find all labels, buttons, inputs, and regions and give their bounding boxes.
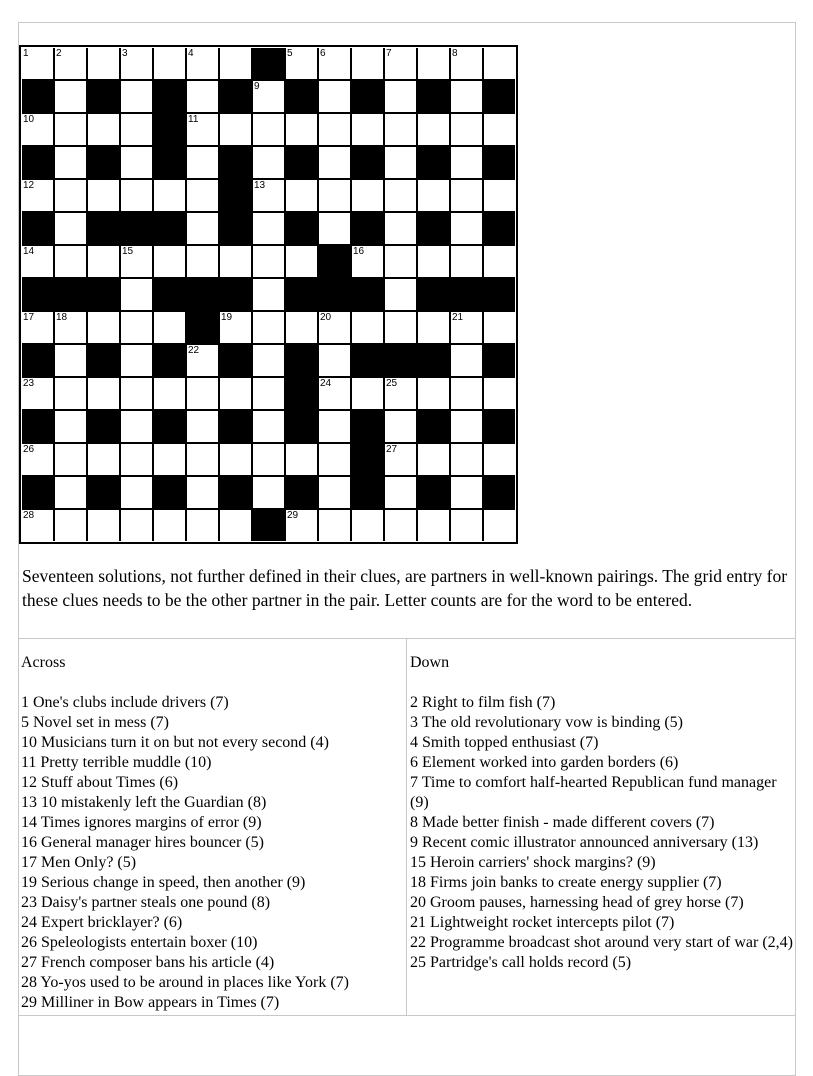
grid-cell-r14c11-black [352, 477, 383, 508]
grid-cell-r10c6-white[interactable] [187, 345, 218, 376]
grid-cell-r2c11-black [352, 81, 383, 112]
across-clue: 1 One's clubs include drivers (7) [21, 694, 229, 711]
down-clue: 2 Right to film fish (7) [410, 694, 556, 711]
grid-cell-r5c1-white[interactable] [22, 180, 53, 211]
grid-cell-r12c3-black [88, 411, 119, 442]
grid-cell-r4c11-black [352, 147, 383, 178]
grid-clue-number-15: 15 [122, 246, 134, 257]
grid-cell-r14c15-black [484, 477, 515, 508]
grid-cell-r4c13-black [418, 147, 449, 178]
grid-cell-r13c5-white[interactable] [154, 444, 185, 475]
grid-cell-r8c7-black [220, 279, 251, 310]
grid-cell-r8c13-black [418, 279, 449, 310]
grid-cell-r11c12-white[interactable] [385, 378, 416, 409]
grid-clue-number-16: 16 [353, 246, 365, 257]
grid-cell-r10c12-black [385, 345, 416, 376]
grid-cell-r5c4-white[interactable] [121, 180, 152, 211]
grid-cell-r13c6-white[interactable] [187, 444, 218, 475]
grid-cell-r1c9-white[interactable] [286, 48, 317, 79]
down-clue: 18 Firms join banks to create energy supplier (7) [410, 874, 722, 891]
grid-clue-number-29: 29 [287, 510, 299, 521]
grid-cell-r3c12-white[interactable] [385, 114, 416, 145]
grid-cell-r2c8-white[interactable] [253, 81, 284, 112]
grid-cell-r14c1-black [22, 477, 53, 508]
grid-cell-r14c12-white[interactable] [385, 477, 416, 508]
grid-clue-number-28: 28 [23, 510, 35, 521]
grid-cell-r12c14-white[interactable] [451, 411, 482, 442]
grid-cell-r6c5-black [154, 213, 185, 244]
grid-cell-r13c1-white[interactable] [22, 444, 53, 475]
grid-cell-r15c1-white[interactable] [22, 510, 53, 541]
grid-cell-r4c7-black [220, 147, 251, 178]
grid-cell-r15c6-white[interactable] [187, 510, 218, 541]
grid-clue-number-1: 1 [23, 48, 29, 59]
grid-cell-r11c3-white[interactable] [88, 378, 119, 409]
grid-cell-r9c12-white[interactable] [385, 312, 416, 343]
across-clues-column [19, 639, 406, 1015]
grid-cell-r11c4-white[interactable] [121, 378, 152, 409]
grid-cell-r11c2-white[interactable] [55, 378, 86, 409]
grid-cell-r8c1-black [22, 279, 53, 310]
grid-cell-r7c8-white[interactable] [253, 246, 284, 277]
bottom-empty-row [19, 1015, 795, 1075]
grid-cell-r10c4-white[interactable] [121, 345, 152, 376]
grid-cell-r11c5-white[interactable] [154, 378, 185, 409]
grid-cell-r15c13-white[interactable] [418, 510, 449, 541]
grid-clue-number-4: 4 [188, 48, 194, 59]
grid-clue-number-7: 7 [386, 48, 392, 59]
grid-cell-r14c4-white[interactable] [121, 477, 152, 508]
grid-cell-r12c6-white[interactable] [187, 411, 218, 442]
grid-cell-r8c10-black [319, 279, 350, 310]
grid-cell-r6c6-white[interactable] [187, 213, 218, 244]
grid-cell-r7c12-white[interactable] [385, 246, 416, 277]
grid-cell-r7c5-white[interactable] [154, 246, 185, 277]
clues-section [19, 638, 795, 1015]
grid-and-preamble-cell [19, 23, 795, 638]
grid-cell-r12c10-white[interactable] [319, 411, 350, 442]
grid-cell-r15c11-white[interactable] [352, 510, 383, 541]
grid-cell-r4c15-black [484, 147, 515, 178]
grid-cell-r15c14-white[interactable] [451, 510, 482, 541]
grid-clue-number-27: 27 [386, 444, 398, 455]
grid-cell-r15c8-black [253, 510, 284, 541]
across-clue: 29 Milliner in Bow appears in Times (7) [21, 994, 280, 1011]
grid-cell-r6c14-white[interactable] [451, 213, 482, 244]
grid-cell-r11c1-white[interactable] [22, 378, 53, 409]
grid-cell-r12c13-black [418, 411, 449, 442]
across-heading: Across [21, 654, 66, 671]
grid-cell-r15c2-white[interactable] [55, 510, 86, 541]
down-clue-list [410, 693, 793, 973]
grid-cell-r4c2-white[interactable] [55, 147, 86, 178]
grid-cell-r11c9-black [286, 378, 317, 409]
grid-cell-r4c8-white[interactable] [253, 147, 284, 178]
across-clue: 26 Speleologists entertain boxer (10) [21, 934, 258, 951]
grid-cell-r1c8-black [253, 48, 284, 79]
grid-cell-r11c14-white[interactable] [451, 378, 482, 409]
grid-cell-r2c4-white[interactable] [121, 81, 152, 112]
grid-cell-r9c8-white[interactable] [253, 312, 284, 343]
grid-cell-r2c1-black [22, 81, 53, 112]
across-clue-list [21, 693, 404, 1013]
grid-cell-r6c11-black [352, 213, 383, 244]
grid-cell-r15c4-white[interactable] [121, 510, 152, 541]
grid-cell-r3c3-white[interactable] [88, 114, 119, 145]
grid-cell-r2c6-white[interactable] [187, 81, 218, 112]
grid-cell-r13c4-white[interactable] [121, 444, 152, 475]
grid-cell-r3c13-white[interactable] [418, 114, 449, 145]
grid-cell-r4c12-white[interactable] [385, 147, 416, 178]
grid-cell-r15c10-white[interactable] [319, 510, 350, 541]
grid-cell-r12c15-black [484, 411, 515, 442]
grid-cell-r6c7-black [220, 213, 251, 244]
grid-cell-r9c2-white[interactable] [55, 312, 86, 343]
grid-clue-number-13: 13 [254, 180, 266, 191]
grid-cell-r12c8-white[interactable] [253, 411, 284, 442]
grid-cell-r3c2-white[interactable] [55, 114, 86, 145]
grid-clue-number-22: 22 [188, 345, 200, 356]
grid-cell-r8c8-white[interactable] [253, 279, 284, 310]
grid-cell-r4c5-black [154, 147, 185, 178]
grid-cell-r13c9-white[interactable] [286, 444, 317, 475]
grid-cell-r6c9-black [286, 213, 317, 244]
grid-cell-r1c1-white[interactable] [22, 48, 53, 79]
grid-cell-r3c8-white[interactable] [253, 114, 284, 145]
grid-cell-r10c8-white[interactable] [253, 345, 284, 376]
grid-cell-r15c5-white[interactable] [154, 510, 185, 541]
grid-cell-r5c9-white[interactable] [286, 180, 317, 211]
grid-cell-r1c2-white[interactable] [55, 48, 86, 79]
grid-cell-r12c11-black [352, 411, 383, 442]
grid-clue-number-24: 24 [320, 378, 332, 389]
grid-cell-r7c3-white[interactable] [88, 246, 119, 277]
grid-cell-r7c6-white[interactable] [187, 246, 218, 277]
grid-cell-r5c8-white[interactable] [253, 180, 284, 211]
grid-cell-r6c13-black [418, 213, 449, 244]
grid-cell-r8c12-white[interactable] [385, 279, 416, 310]
grid-cell-r1c4-white[interactable] [121, 48, 152, 79]
grid-cell-r1c12-white[interactable] [385, 48, 416, 79]
grid-clue-number-9: 9 [254, 81, 260, 92]
grid-cell-r14c2-white[interactable] [55, 477, 86, 508]
grid-cell-r3c10-white[interactable] [319, 114, 350, 145]
grid-cell-r5c11-white[interactable] [352, 180, 383, 211]
grid-cell-r15c3-white[interactable] [88, 510, 119, 541]
grid-cell-r5c5-white[interactable] [154, 180, 185, 211]
grid-cell-r8c4-white[interactable] [121, 279, 152, 310]
crossword-grid-frame [19, 45, 518, 544]
grid-cell-r8c2-black [55, 279, 86, 310]
grid-cell-r10c7-black [220, 345, 251, 376]
grid-cell-r8c9-black [286, 279, 317, 310]
grid-cell-r4c10-white[interactable] [319, 147, 350, 178]
grid-cell-r8c15-black [484, 279, 515, 310]
across-clue: 19 Serious change in speed, then another (9) [21, 874, 306, 891]
grid-cell-r1c6-white[interactable] [187, 48, 218, 79]
across-clue: 14 Times ignores margins of error (9) [21, 814, 262, 831]
grid-cell-r11c15-white[interactable] [484, 378, 515, 409]
down-clue: 9 Recent comic illustrator announced anniversary (13) [410, 834, 759, 851]
grid-cell-r5c10-white[interactable] [319, 180, 350, 211]
grid-cell-r13c8-white[interactable] [253, 444, 284, 475]
grid-clue-number-19: 19 [221, 312, 233, 323]
grid-cell-r2c10-white[interactable] [319, 81, 350, 112]
across-clue: 13 10 mistakenly left the Guardian (8) [21, 794, 267, 811]
down-clue: 7 Time to comfort half-hearted Republican fund manager (9) [410, 774, 777, 811]
grid-clue-number-8: 8 [452, 48, 458, 59]
grid-cell-r2c14-white[interactable] [451, 81, 482, 112]
grid-cell-r14c9-black [286, 477, 317, 508]
grid-cell-r2c2-white[interactable] [55, 81, 86, 112]
grid-cell-r5c15-white[interactable] [484, 180, 515, 211]
grid-cell-r9c4-white[interactable] [121, 312, 152, 343]
grid-cell-r14c7-black [220, 477, 251, 508]
grid-cell-r10c5-black [154, 345, 185, 376]
grid-cell-r13c7-white[interactable] [220, 444, 251, 475]
grid-cell-r12c1-black [22, 411, 53, 442]
grid-cell-r13c11-black [352, 444, 383, 475]
grid-cell-r2c15-black [484, 81, 515, 112]
down-clue: 4 Smith topped enthusiast (7) [410, 734, 599, 751]
grid-cell-r13c15-white[interactable] [484, 444, 515, 475]
down-clue: 22 Programme broadcast shot around very start of war (2,4) [410, 934, 793, 951]
grid-cell-r10c1-black [22, 345, 53, 376]
grid-cell-r2c13-black [418, 81, 449, 112]
grid-clue-number-23: 23 [23, 378, 35, 389]
grid-cell-r14c5-black [154, 477, 185, 508]
grid-cell-r9c7-white[interactable] [220, 312, 251, 343]
grid-clue-number-26: 26 [23, 444, 35, 455]
grid-cell-r14c13-black [418, 477, 449, 508]
grid-cell-r4c9-black [286, 147, 317, 178]
grid-cell-r3c1-white[interactable] [22, 114, 53, 145]
grid-cell-r7c1-white[interactable] [22, 246, 53, 277]
grid-cell-r12c9-black [286, 411, 317, 442]
grid-cell-r6c10-white[interactable] [319, 213, 350, 244]
grid-cell-r6c3-black [88, 213, 119, 244]
grid-clue-number-12: 12 [23, 180, 35, 191]
grid-cell-r13c14-white[interactable] [451, 444, 482, 475]
across-clue: 11 Pretty terrible muddle (10) [21, 754, 212, 771]
grid-cell-r1c7-white[interactable] [220, 48, 251, 79]
grid-cell-r9c1-white[interactable] [22, 312, 53, 343]
grid-cell-r8c14-black [451, 279, 482, 310]
grid-cell-r1c15-white[interactable] [484, 48, 515, 79]
grid-cell-r11c11-white[interactable] [352, 378, 383, 409]
grid-cell-r2c3-black [88, 81, 119, 112]
crossword-grid[interactable] [22, 48, 515, 541]
grid-cell-r3c15-white[interactable] [484, 114, 515, 145]
grid-cell-r9c10-white[interactable] [319, 312, 350, 343]
grid-cell-r5c12-white[interactable] [385, 180, 416, 211]
grid-cell-r3c11-white[interactable] [352, 114, 383, 145]
grid-cell-r3c9-white[interactable] [286, 114, 317, 145]
grid-cell-r1c5-white[interactable] [154, 48, 185, 79]
grid-cell-r13c2-white[interactable] [55, 444, 86, 475]
across-clue: 27 French composer bans his article (4) [21, 954, 275, 971]
grid-cell-r9c11-white[interactable] [352, 312, 383, 343]
grid-cell-r6c2-white[interactable] [55, 213, 86, 244]
grid-cell-r3c7-white[interactable] [220, 114, 251, 145]
grid-cell-r10c3-black [88, 345, 119, 376]
grid-clue-number-14: 14 [23, 246, 35, 257]
across-clue: 16 General manager hires bouncer (5) [21, 834, 264, 851]
grid-cell-r2c9-black [286, 81, 317, 112]
grid-cell-r1c11-white[interactable] [352, 48, 383, 79]
grid-cell-r5c6-white[interactable] [187, 180, 218, 211]
grid-clue-number-5: 5 [287, 48, 293, 59]
across-clue: 10 Musicians turn it on but not every second (4) [21, 734, 329, 751]
grid-cell-r3c4-white[interactable] [121, 114, 152, 145]
grid-cell-r9c15-white[interactable] [484, 312, 515, 343]
grid-cell-r5c2-white[interactable] [55, 180, 86, 211]
grid-cell-r13c13-white[interactable] [418, 444, 449, 475]
grid-clue-number-17: 17 [23, 312, 35, 323]
grid-cell-r12c12-white[interactable] [385, 411, 416, 442]
grid-cell-r14c6-white[interactable] [187, 477, 218, 508]
grid-cell-r13c12-white[interactable] [385, 444, 416, 475]
grid-cell-r12c2-white[interactable] [55, 411, 86, 442]
grid-cell-r15c15-white[interactable] [484, 510, 515, 541]
grid-clue-number-20: 20 [320, 312, 332, 323]
grid-cell-r7c14-white[interactable] [451, 246, 482, 277]
grid-cell-r10c15-black [484, 345, 515, 376]
across-clue: 12 Stuff about Times (6) [21, 774, 179, 791]
grid-cell-r4c6-white[interactable] [187, 147, 218, 178]
grid-cell-r9c14-white[interactable] [451, 312, 482, 343]
preamble-text: Seventeen solutions, not further defined in their clues, are partners in well-known pairings. The grid entry for these clues needs to be the other partner in the pair. Letter counts are for the word to be entered. [22, 566, 788, 610]
grid-cell-r5c13-white[interactable] [418, 180, 449, 211]
grid-cell-r10c14-white[interactable] [451, 345, 482, 376]
grid-cell-r9c5-white[interactable] [154, 312, 185, 343]
grid-cell-r7c13-white[interactable] [418, 246, 449, 277]
grid-cell-r11c13-white[interactable] [418, 378, 449, 409]
grid-cell-r8c6-black [187, 279, 218, 310]
grid-cell-r3c6-white[interactable] [187, 114, 218, 145]
grid-cell-r1c14-white[interactable] [451, 48, 482, 79]
down-clue: 6 Element worked into garden borders (6) [410, 754, 679, 771]
grid-cell-r2c5-black [154, 81, 185, 112]
grid-cell-r7c11-white[interactable] [352, 246, 383, 277]
grid-cell-r2c12-white[interactable] [385, 81, 416, 112]
grid-clue-number-6: 6 [320, 48, 326, 59]
across-clue: 5 Novel set in mess (7) [21, 714, 169, 731]
down-clue: 20 Groom pauses, harnessing head of grey horse (7) [410, 894, 744, 911]
down-clue: 3 The old revolutionary vow is binding (5) [410, 714, 683, 731]
grid-clue-number-10: 10 [23, 114, 35, 125]
grid-cell-r9c13-white[interactable] [418, 312, 449, 343]
down-clues-column [406, 639, 795, 1015]
grid-cell-r12c5-black [154, 411, 185, 442]
grid-cell-r9c3-white[interactable] [88, 312, 119, 343]
grid-cell-r14c14-white[interactable] [451, 477, 482, 508]
grid-cell-r10c11-black [352, 345, 383, 376]
grid-clue-number-25: 25 [386, 378, 398, 389]
grid-cell-r1c13-white[interactable] [418, 48, 449, 79]
grid-cell-r4c14-white[interactable] [451, 147, 482, 178]
grid-cell-r12c7-black [220, 411, 251, 442]
grid-cell-r6c4-black [121, 213, 152, 244]
down-heading: Down [410, 654, 450, 671]
grid-cell-r2c7-black [220, 81, 251, 112]
grid-cell-r11c10-white[interactable] [319, 378, 350, 409]
grid-cell-r10c13-black [418, 345, 449, 376]
grid-cell-r6c1-black [22, 213, 53, 244]
grid-cell-r5c3-white[interactable] [88, 180, 119, 211]
across-clue: 17 Men Only? (5) [21, 854, 137, 871]
grid-cell-r6c8-white[interactable] [253, 213, 284, 244]
grid-cell-r10c2-white[interactable] [55, 345, 86, 376]
grid-cell-r1c10-white[interactable] [319, 48, 350, 79]
grid-cell-r8c11-black [352, 279, 383, 310]
grid-cell-r6c15-black [484, 213, 515, 244]
grid-cell-r11c8-white[interactable] [253, 378, 284, 409]
grid-cell-r6c12-white[interactable] [385, 213, 416, 244]
grid-cell-r8c3-black [88, 279, 119, 310]
grid-cell-r15c7-white[interactable] [220, 510, 251, 541]
grid-cell-r7c9-white[interactable] [286, 246, 317, 277]
grid-cell-r7c2-white[interactable] [55, 246, 86, 277]
grid-clue-number-18: 18 [56, 312, 68, 323]
grid-cell-r9c6-black [187, 312, 218, 343]
grid-clue-number-11: 11 [188, 114, 199, 125]
grid-cell-r14c8-white[interactable] [253, 477, 284, 508]
down-clue: 15 Heroin carriers' shock margins? (9) [410, 854, 656, 871]
grid-cell-r14c10-white[interactable] [319, 477, 350, 508]
grid-cell-r7c7-white[interactable] [220, 246, 251, 277]
grid-cell-r4c4-white[interactable] [121, 147, 152, 178]
grid-cell-r13c10-white[interactable] [319, 444, 350, 475]
grid-cell-r15c12-white[interactable] [385, 510, 416, 541]
grid-cell-r3c5-black [154, 114, 185, 145]
grid-cell-r11c7-white[interactable] [220, 378, 251, 409]
grid-cell-r10c9-black [286, 345, 317, 376]
across-clue: 24 Expert bricklayer? (6) [21, 914, 183, 931]
down-clue: 25 Partridge's call holds record (5) [410, 954, 632, 971]
grid-cell-r14c3-black [88, 477, 119, 508]
grid-clue-number-3: 3 [122, 48, 128, 59]
grid-cell-r9c9-white[interactable] [286, 312, 317, 343]
grid-cell-r8c5-black [154, 279, 185, 310]
grid-cell-r7c10-black [319, 246, 350, 277]
grid-cell-r15c9-white[interactable] [286, 510, 317, 541]
grid-clue-number-21: 21 [452, 312, 464, 323]
grid-cell-r3c14-white[interactable] [451, 114, 482, 145]
grid-cell-r10c10-white[interactable] [319, 345, 350, 376]
grid-cell-r12c4-white[interactable] [121, 411, 152, 442]
grid-cell-r11c6-white[interactable] [187, 378, 218, 409]
grid-cell-r7c4-white[interactable] [121, 246, 152, 277]
grid-cell-r4c1-black [22, 147, 53, 178]
grid-cell-r13c3-white[interactable] [88, 444, 119, 475]
grid-clue-number-2: 2 [56, 48, 62, 59]
grid-cell-r1c3-white[interactable] [88, 48, 119, 79]
grid-cell-r5c14-white[interactable] [451, 180, 482, 211]
down-clue: 21 Lightweight rocket intercepts pilot (7) [410, 914, 675, 931]
down-clue: 8 Made better finish - made different covers (7) [410, 814, 715, 831]
grid-cell-r5c7-black [220, 180, 251, 211]
puzzle-page-container [18, 22, 796, 1076]
across-clue: 28 Yo-yos used to be around in places like York (7) [21, 974, 349, 991]
grid-cell-r4c3-black [88, 147, 119, 178]
grid-cell-r7c15-white[interactable] [484, 246, 515, 277]
across-clue: 23 Daisy's partner steals one pound (8) [21, 894, 271, 911]
